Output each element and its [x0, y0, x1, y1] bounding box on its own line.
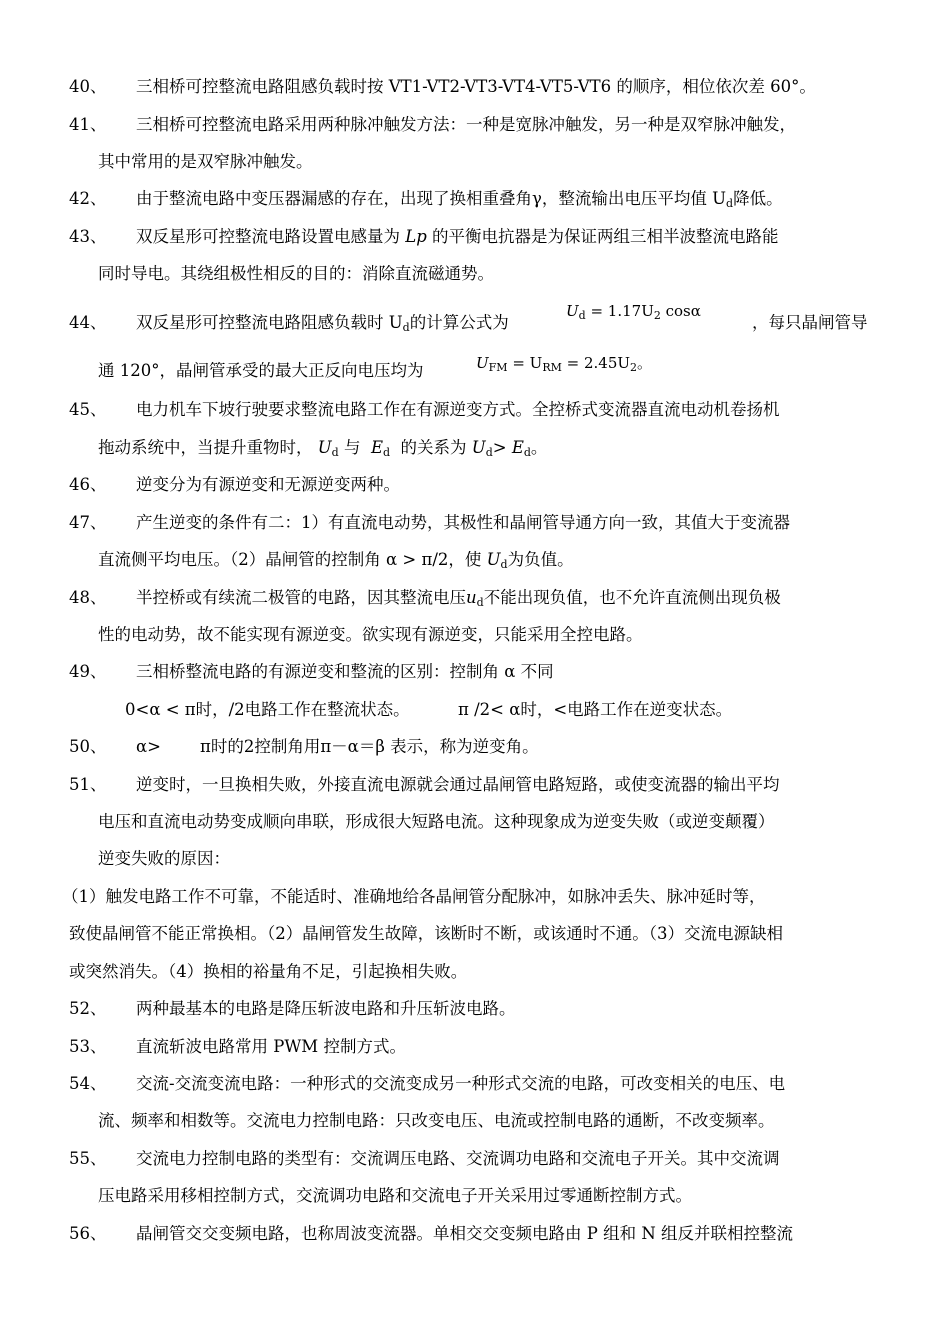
- item-text-continued: 其中常用的是双窄脉冲触发。: [98, 152, 313, 171]
- item-number: 45、: [69, 400, 107, 419]
- item-text: 三相桥可控整流电路采用两种脉冲触发方法：一种是宽脉冲触发，另一种是双窄脉冲触发，: [136, 115, 796, 134]
- item-text-continued: 0<α < π时，/2电路工作在整流状态。: [125, 700, 410, 719]
- item-number: 50、: [69, 737, 107, 756]
- item-text: 三相桥可控整流电路阻感负载时按 VT1-VT2-VT3-VT4-VT5-VT6 的顺序，相位依次差 60°。: [136, 77, 816, 96]
- item-text: 交流电力控制电路的类型有：交流调压电路、交流调功电路和交流电子开关。其中交流调: [136, 1149, 780, 1168]
- item-text: 由于整流电路中变压器漏感的存在，出现了换相重叠角γ，整流输出电压平均值 $U_d$降低。: [136, 189, 783, 210]
- item-number: 41、: [69, 115, 107, 134]
- item-text: 电力机车下坡行驶要求整流电路工作在有源逆变方式。全控桥式变流器直流电动机卷扬机: [136, 400, 780, 419]
- item-text-continued: 电压和直流电动势变成顺向串联，形成很大短路电流。这种现象成为逆变失败（或逆变颠覆）: [98, 812, 775, 831]
- item-text: 半控桥或有续流二极管的电路，因其整流电压$u_d$不能出现负值，也不允许直流侧出现负极: [136, 588, 781, 609]
- item-number: 53、: [69, 1037, 107, 1056]
- item-text-continued: 流、频率和相数等。交流电力控制电路：只改变电压、电流或控制电路的通断，不改变频率。: [98, 1111, 775, 1130]
- cause-paragraph-line-1: （1）触发电路工作不可靠，不能适时、准确地给各晶闸管分配脉冲，如脉冲丢失、脉冲延时等，: [62, 887, 766, 906]
- item-text-continued: 拖动系统中，当提升重物时， $U_d$ 与 $E_d$ 的关系为 $U_d> E_d$。: [98, 438, 548, 459]
- item-text: 双反星形可控整流电路设置电感量为 Lp 的平衡电抗器是为保证两组三相半波整流电路能: [136, 227, 779, 246]
- item-text-continued: 压电路采用移相控制方式，交流调功电路和交流电子开关采用过零通断控制方式。: [98, 1186, 692, 1205]
- item-number: 52、: [69, 999, 107, 1018]
- item-number: 49、: [69, 662, 107, 681]
- item-text-continued-2: π /2< α时，<电路工作在逆变状态。: [458, 700, 733, 719]
- item-text-tail: ，每只晶闸管导: [752, 313, 868, 332]
- item-number: 43、: [69, 227, 107, 246]
- item-number: 42、: [69, 189, 107, 208]
- item-text-continued: 同时导电。其绕组极性相反的目的：消除直流磁通势。: [98, 264, 494, 283]
- item-text: 双反星形可控整流电路阻感负载时 $U_d$的计算公式为: [136, 313, 509, 334]
- item-text: 两种最基本的电路是降压斩波电路和升压斩波电路。: [136, 999, 516, 1018]
- item-text: 直流斩波电路常用 PWM 控制方式。: [136, 1037, 406, 1056]
- item-number: 54、: [69, 1074, 107, 1093]
- item-text: 交流-交流变流电路：一种形式的交流变成另一种形式交流的电路，可改变相关的电压、电: [136, 1074, 786, 1093]
- item-text: 产生逆变的条件有二：1）有直流电动势，其极性和晶闸管导通方向一致，其值大于变流器: [136, 513, 790, 532]
- item-text: 三相桥整流电路的有源逆变和整流的区别：控制角 α 不同: [136, 662, 554, 681]
- item-text-continued-2: 逆变失败的原因：: [98, 849, 230, 868]
- item-text-a: α>: [136, 737, 161, 756]
- cause-paragraph-line-3: 或突然消失。（4）换相的裕量角不足，引起换相失败。: [69, 962, 468, 981]
- item-number: 40、: [69, 77, 107, 96]
- item-number: 44、: [69, 313, 107, 332]
- item-number: 46、: [69, 475, 107, 494]
- cause-paragraph-line-2: 致使晶闸管不能正常换相。（2）晶闸管发生故障，该断时不断，或该通时不通。（3）交流电源缺相: [69, 924, 783, 943]
- item-number: 55、: [69, 1149, 107, 1168]
- item-text-continued: 性的电动势，故不能实现有源逆变。欲实现有源逆变，只能采用全控电路。: [98, 625, 643, 644]
- item-text-b: π时的2控制角用π－α＝β 表示，称为逆变角。: [200, 737, 539, 756]
- formula-ud: $U_d = 1.17U_2$ cosα: [566, 302, 701, 322]
- item-number: 51、: [69, 775, 107, 794]
- item-number: 47、: [69, 513, 107, 532]
- item-text: 逆变时，一旦换相失败，外接直流电源就会通过晶闸管电路短路，或使变流器的输出平均: [136, 775, 780, 794]
- item-number: 56、: [69, 1224, 107, 1243]
- item-text-continued: 直流侧平均电压。（2）晶闸管的控制角 α > π/2，使 $U_d$为负值。: [98, 550, 574, 571]
- formula-voltage: $U_{FM} = U_{RM} = 2.45U_2$。: [476, 354, 653, 374]
- item-text: 逆变分为有源逆变和无源逆变两种。: [136, 475, 400, 494]
- item-number: 48、: [69, 588, 107, 607]
- item-text-continued: 通 120°，晶闸管承受的最大正反向电压均为: [98, 361, 424, 380]
- item-text: 晶闸管交交变频电路，也称周波变流器。单相交交变频电路由 P 组和 N 组反并联相控整流: [136, 1224, 794, 1243]
